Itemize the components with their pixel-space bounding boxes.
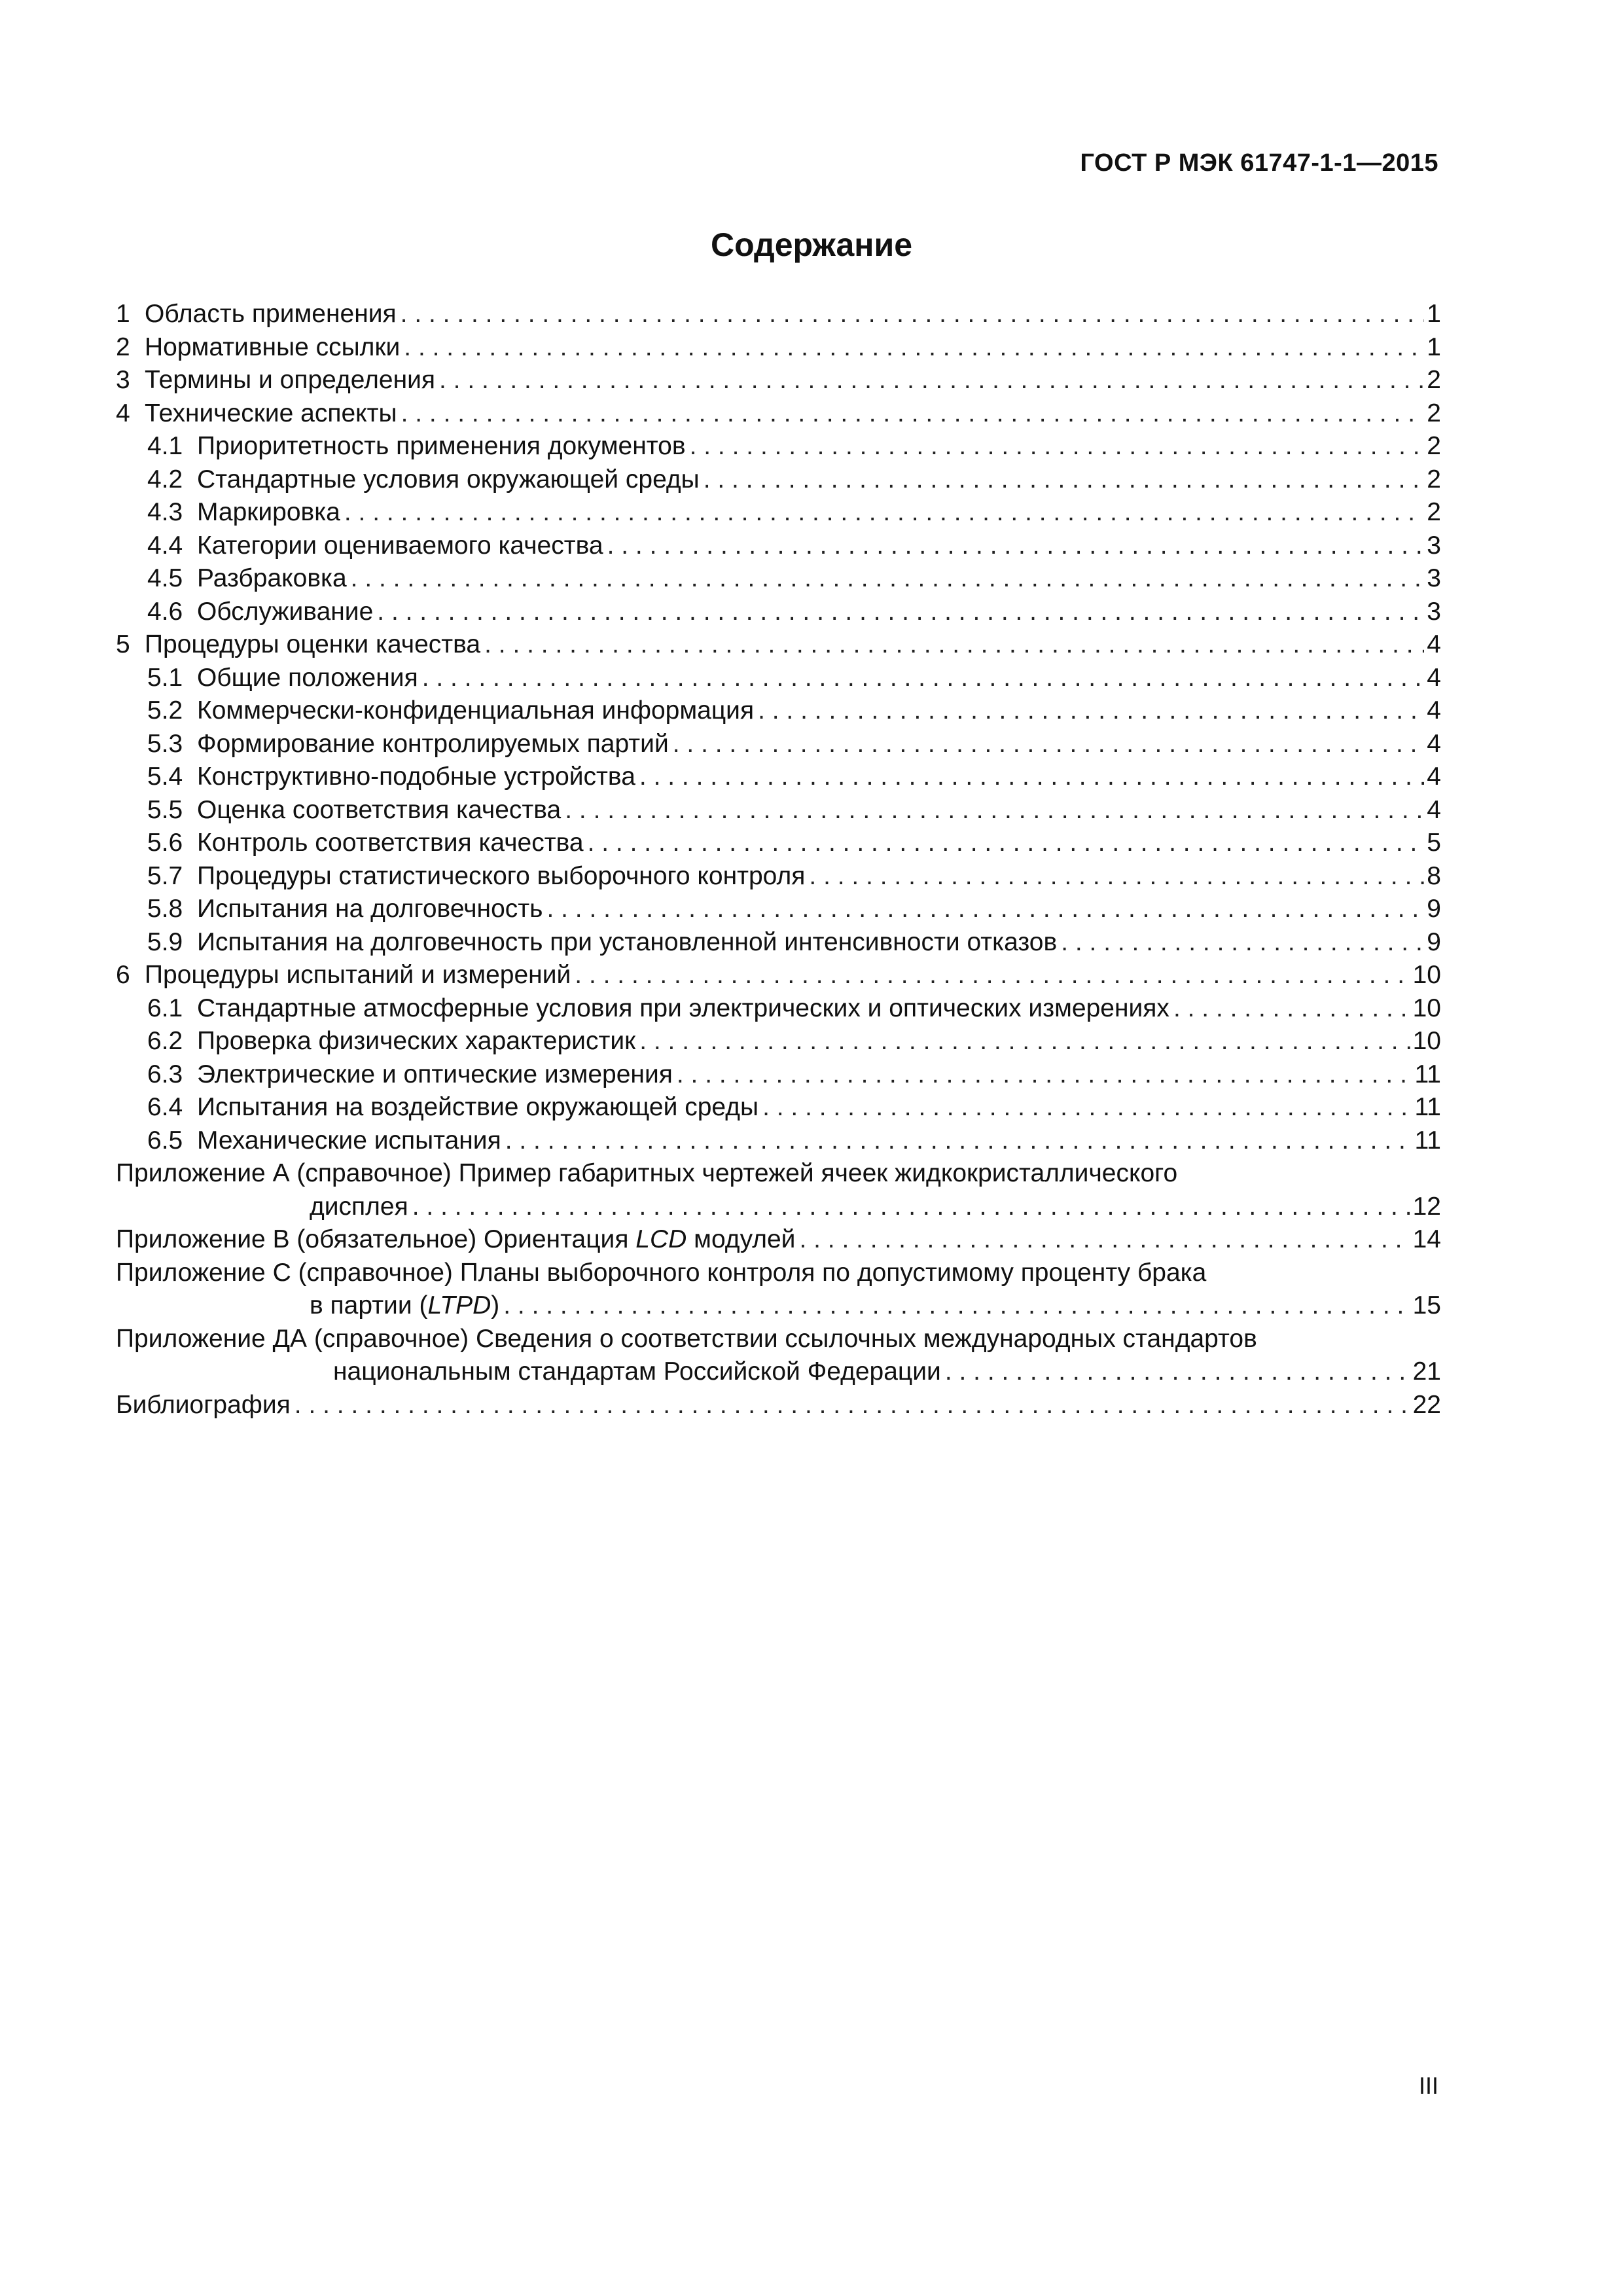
toc-entry-title: Общие положения (197, 663, 418, 692)
toc-page-number: 21 (1412, 1357, 1441, 1386)
toc-page-number: 12 (1412, 1192, 1441, 1221)
page-number: III (1418, 2072, 1438, 2099)
toc-page-number: 10 (1412, 1027, 1441, 1055)
toc-page-number: 11 (1414, 1093, 1441, 1121)
toc-entry-number: 6.3 (147, 1060, 183, 1088)
toc-page-number: 22 (1412, 1390, 1441, 1419)
toc-page-number: 4 (1427, 729, 1441, 758)
dot-leader (639, 761, 1424, 794)
dot-leader (639, 1025, 1410, 1058)
toc-entry-appendix-c[interactable] (116, 1257, 1441, 1323)
dot-leader (294, 1389, 1410, 1422)
dot-leader (546, 893, 1424, 926)
dot-leader (401, 397, 1425, 431)
toc-entry[interactable] (116, 1091, 1441, 1124)
toc-page-number: 2 (1427, 432, 1441, 460)
toc-title: Содержание (710, 226, 913, 263)
toc-entry[interactable] (116, 430, 1441, 463)
toc-entry-number: 3 (116, 366, 130, 394)
toc-entry[interactable] (116, 397, 1441, 431)
dot-leader (565, 794, 1424, 827)
toc-entry[interactable] (116, 596, 1441, 629)
dot-leader (690, 430, 1425, 463)
toc-entry[interactable] (116, 298, 1441, 331)
toc-entry-number: 4.6 (147, 597, 183, 626)
dot-leader (809, 860, 1424, 893)
toc-entry-number: 4.1 (147, 432, 183, 460)
dot-leader (758, 694, 1424, 728)
toc-entry-title: Библиография (116, 1390, 291, 1419)
toc-page-number: 10 (1412, 961, 1441, 989)
toc-entry-appendix-b[interactable] (116, 1223, 1441, 1257)
toc-entry-title: Технические аспекты (145, 399, 397, 427)
toc-entry-bibliography[interactable] (116, 1389, 1441, 1422)
toc-numbered-entries (116, 298, 1441, 1157)
toc-entry-title: Нормативные ссылки (145, 332, 401, 361)
dot-leader (799, 1223, 1410, 1257)
dot-leader (762, 1091, 1412, 1124)
toc-entry-title: Обслуживание (197, 597, 374, 626)
toc-page-number: 11 (1414, 1126, 1441, 1155)
toc-entry[interactable] (116, 331, 1441, 365)
toc-entry-title: Термины и определения (145, 366, 436, 394)
dot-leader (945, 1355, 1410, 1389)
toc-entry[interactable] (116, 959, 1441, 992)
toc-entry-number: 4.3 (147, 498, 183, 526)
dot-leader (412, 1191, 1410, 1224)
toc-entry-title: Стандартные атмосферные условия при электрических и оптических измерениях (197, 994, 1169, 1022)
toc-entry-appendix-a[interactable] (116, 1157, 1441, 1223)
toc-entry-title: Процедуры статистического выборочного контроля (197, 861, 806, 890)
toc-entry-number: 4.2 (147, 465, 183, 493)
dot-leader (704, 463, 1425, 497)
toc-entry-number: 6.4 (147, 1093, 183, 1121)
toc-entry-title: Область применения (145, 300, 397, 328)
toc-page-number: 1 (1427, 332, 1441, 361)
toc-entry-number: 6.1 (147, 994, 183, 1022)
toc-page-number: 2 (1427, 399, 1441, 427)
dot-leader (673, 728, 1425, 761)
toc-page-number: 3 (1427, 564, 1441, 592)
toc-entry-number: 5.2 (147, 696, 183, 725)
dot-leader (344, 496, 1424, 529)
toc-entry[interactable] (116, 893, 1441, 926)
toc-entry-title: Испытания на воздействие окружающей среды (197, 1093, 759, 1121)
toc-page-number: 9 (1427, 895, 1441, 923)
toc-entry[interactable] (116, 827, 1441, 860)
toc-entry-number: 5.9 (147, 927, 183, 956)
toc-entry[interactable] (116, 562, 1441, 596)
toc-entry[interactable] (116, 926, 1441, 960)
toc-entry[interactable] (116, 364, 1441, 397)
toc-entry[interactable] (116, 662, 1441, 695)
toc-entry-number: 4.5 (147, 564, 183, 592)
toc-entry-title: Процедуры оценки качества (145, 630, 481, 658)
toc-entry-number: 5 (116, 630, 130, 658)
toc-entry-number: 5.8 (147, 895, 183, 923)
dot-leader (503, 1289, 1410, 1323)
toc-entry-number: 5.1 (147, 663, 183, 692)
dot-leader (404, 331, 1424, 365)
toc-entry-number: 4 (116, 399, 130, 427)
toc-page-number: 14 (1412, 1225, 1441, 1253)
toc-page-number: 9 (1427, 927, 1441, 956)
toc-entry[interactable] (116, 728, 1441, 761)
toc-entry[interactable] (116, 529, 1441, 563)
dot-leader (575, 959, 1410, 992)
toc-entry[interactable] (116, 496, 1441, 529)
toc-page-number: 4 (1427, 762, 1441, 791)
toc-entry-number: 6.2 (147, 1027, 183, 1055)
dot-leader (588, 827, 1425, 860)
toc-page-number: 2 (1427, 465, 1441, 493)
dot-leader (377, 596, 1424, 629)
toc-entry[interactable] (116, 1124, 1441, 1158)
toc-entry[interactable] (116, 992, 1441, 1026)
table-of-contents (116, 298, 1441, 1422)
dot-leader (505, 1124, 1412, 1158)
toc-entry-number: 5.7 (147, 861, 183, 890)
toc-entry-title: Механические испытания (197, 1126, 501, 1155)
toc-entry-number: 6 (116, 961, 130, 989)
toc-page-number: 2 (1427, 366, 1441, 394)
toc-page-number: 3 (1427, 531, 1441, 560)
toc-entry[interactable] (116, 1058, 1441, 1092)
toc-entry[interactable] (116, 860, 1441, 893)
standard-designation: ГОСТ Р МЭК 61747-1-1—2015 (1080, 149, 1438, 177)
toc-page-number: 5 (1427, 829, 1441, 857)
toc-page-number: 2 (1427, 498, 1441, 526)
toc-page-number: 11 (1414, 1060, 1441, 1088)
toc-entry-title: Формирование контролируемых партий (197, 729, 669, 758)
toc-entry-title: Оценка соответствия качества (197, 795, 562, 824)
toc-entry-title: Маркировка (197, 498, 340, 526)
toc-page-number: 1 (1427, 300, 1441, 328)
toc-page-number: 3 (1427, 597, 1441, 626)
dot-leader (1061, 926, 1424, 960)
toc-entry[interactable] (116, 628, 1441, 662)
toc-entry-title: Испытания на долговечность (197, 895, 543, 923)
toc-entry-number: 5.6 (147, 829, 183, 857)
toc-entry-number: 5.5 (147, 795, 183, 824)
toc-entry-title: Испытания на долговечность при установленной интенсивности отказов (197, 927, 1058, 956)
dot-leader (607, 529, 1425, 563)
toc-entry[interactable] (116, 694, 1441, 728)
toc-page-number: 4 (1427, 663, 1441, 692)
toc-entry-title: Категории оцениваемого качества (197, 531, 603, 560)
toc-page-number: 8 (1427, 861, 1441, 890)
toc-entry-number: 6.5 (147, 1126, 183, 1155)
toc-entry-number: 5.3 (147, 729, 183, 758)
dot-leader (1173, 992, 1410, 1026)
dot-leader (401, 298, 1425, 331)
dot-leader (439, 364, 1424, 397)
toc-entry-title-cont: в партии (LTPD) (310, 1291, 500, 1319)
toc-entry-title: Коммерчески-конфиденциальная информация (197, 696, 755, 725)
toc-page-number: 4 (1427, 795, 1441, 824)
dot-leader (484, 628, 1424, 662)
toc-entry-title: Конструктивно-подобные устройства (197, 762, 635, 791)
toc-entry-number: 5.4 (147, 762, 183, 791)
toc-entry-title: Приложение В (обязательное) Ориентация LCD модулей (116, 1225, 796, 1253)
toc-entry-title: Разбраковка (197, 564, 347, 592)
dot-leader (351, 562, 1425, 596)
toc-entry-title: Стандартные условия окружающей среды (197, 465, 700, 493)
toc-entry[interactable] (116, 794, 1441, 827)
toc-entry-title-cont: национальным стандартам Российской Федерации (333, 1357, 941, 1386)
toc-entry[interactable] (116, 761, 1441, 794)
toc-entry-title: Приложение А (справочное) Пример габаритных чертежей ячеек жидкокристаллического (116, 1159, 1178, 1187)
toc-page-number: 4 (1427, 630, 1441, 658)
dot-leader (422, 662, 1425, 695)
toc-entry-number: 4.4 (147, 531, 183, 560)
dot-leader (677, 1058, 1412, 1092)
toc-entry-title: Процедуры испытаний и измерений (145, 961, 571, 989)
toc-entry-title: Приложение ДА (справочное) Сведения о соответствии ссылочных международных стандартов (116, 1324, 1257, 1353)
toc-entry-title: Приоритетность применения документов (197, 432, 686, 460)
toc-page-number: 10 (1412, 994, 1441, 1022)
toc-entry-number: 1 (116, 300, 130, 328)
toc-entry-title: Приложение С (справочное) Планы выборочного контроля по допустимому проценту брака (116, 1258, 1207, 1287)
toc-entry-title-cont: дисплея (310, 1192, 408, 1221)
toc-entry-title: Проверка физических характеристик (197, 1027, 636, 1055)
toc-entry-title: Электрические и оптические измерения (197, 1060, 673, 1088)
toc-entry-number: 2 (116, 332, 130, 361)
toc-entry[interactable] (116, 1025, 1441, 1058)
toc-page-number: 15 (1412, 1291, 1441, 1319)
toc-entry[interactable] (116, 463, 1441, 497)
toc-entry-appendix-da[interactable] (116, 1323, 1441, 1389)
toc-entry-title: Контроль соответствия качества (197, 829, 584, 857)
toc-page-number: 4 (1427, 696, 1441, 725)
